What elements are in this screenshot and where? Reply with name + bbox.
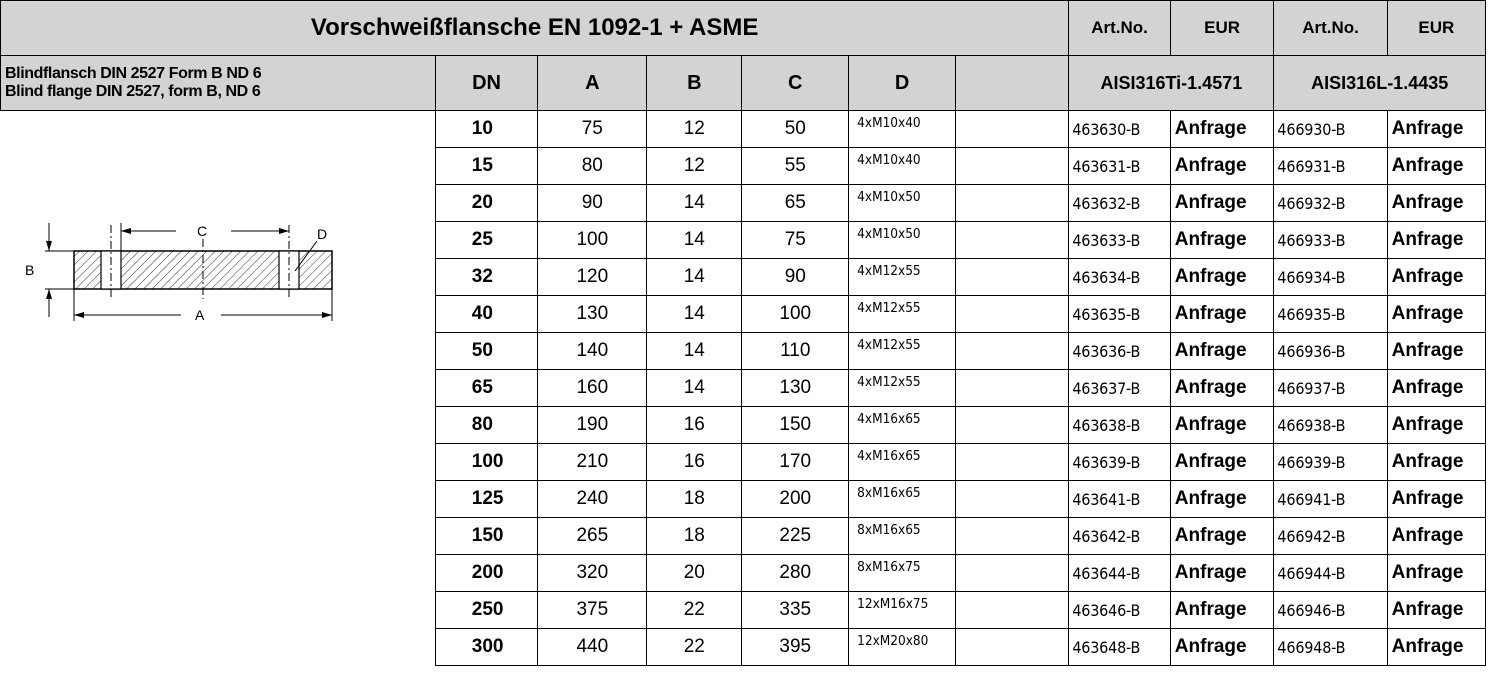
- cell-c: 55: [742, 148, 849, 185]
- cell-artno-316l: 466934-B: [1274, 259, 1387, 296]
- table-row: [1, 111, 1486, 148]
- material-316l: AISI316L-1.4435: [1274, 56, 1486, 111]
- cell-d: 4xM10x50: [849, 222, 956, 259]
- cell-blank: [956, 333, 1069, 370]
- flange-drawing-cell: [1, 111, 436, 666]
- cell-price-316l: Anfrage: [1387, 481, 1485, 518]
- col-a: A: [538, 56, 647, 111]
- cell-d: 4xM10x50: [849, 185, 956, 222]
- cell-price-316l: Anfrage: [1387, 111, 1485, 148]
- cell-d: 4xM10x40: [849, 148, 956, 185]
- cell-dn: 32: [435, 259, 538, 296]
- cell-c: 50: [742, 111, 849, 148]
- cell-d: 4xM12x55: [849, 296, 956, 333]
- cell-price-316ti: Anfrage: [1170, 148, 1274, 185]
- cell-a: 130: [538, 296, 647, 333]
- cell-artno-316l: 466937-B: [1274, 370, 1387, 407]
- cell-blank: [956, 185, 1069, 222]
- cell-price-316l: Anfrage: [1387, 148, 1485, 185]
- cell-dn: 150: [435, 518, 538, 555]
- cell-price-316l: Anfrage: [1387, 259, 1485, 296]
- cell-a: 320: [538, 555, 647, 592]
- cell-c: 75: [742, 222, 849, 259]
- description-en: Blind flange DIN 2527, form B, ND 6: [5, 83, 261, 100]
- cell-a: 160: [538, 370, 647, 407]
- cell-artno-316ti: 463633-B: [1069, 222, 1170, 259]
- cell-price-316l: Anfrage: [1387, 333, 1485, 370]
- cell-artno-316ti: 463632-B: [1069, 185, 1170, 222]
- cell-price-316l: Anfrage: [1387, 518, 1485, 555]
- cell-blank: [956, 629, 1069, 666]
- cell-a: 440: [538, 629, 647, 666]
- cell-artno-316ti: 463648-B: [1069, 629, 1170, 666]
- cell-blank: [956, 407, 1069, 444]
- cell-price-316l: Anfrage: [1387, 296, 1485, 333]
- cell-a: 190: [538, 407, 647, 444]
- cell-c: 110: [742, 333, 849, 370]
- cell-a: 240: [538, 481, 647, 518]
- cell-artno-316l: 466944-B: [1274, 555, 1387, 592]
- cell-dn: 200: [435, 555, 538, 592]
- cell-blank: [956, 481, 1069, 518]
- cell-blank: [956, 296, 1069, 333]
- cell-artno-316ti: 463646-B: [1069, 592, 1170, 629]
- cell-price-316ti: Anfrage: [1170, 185, 1274, 222]
- header-artno-1: Art.No.: [1069, 1, 1170, 56]
- cell-b: 16: [647, 407, 742, 444]
- cell-dn: 25: [435, 222, 538, 259]
- cell-artno-316l: 466931-B: [1274, 148, 1387, 185]
- cell-price-316ti: Anfrage: [1170, 592, 1274, 629]
- cell-artno-316ti: 463642-B: [1069, 518, 1170, 555]
- cell-a: 375: [538, 592, 647, 629]
- col-b: B: [647, 56, 742, 111]
- cell-price-316ti: Anfrage: [1170, 518, 1274, 555]
- drawing-label-a: A: [194, 307, 204, 323]
- cell-artno-316ti: 463636-B: [1069, 333, 1170, 370]
- cell-b: 22: [647, 592, 742, 629]
- cell-blank: [956, 111, 1069, 148]
- cell-blank: [956, 222, 1069, 259]
- cell-b: 16: [647, 444, 742, 481]
- cell-artno-316l: 466938-B: [1274, 407, 1387, 444]
- cell-b: 14: [647, 296, 742, 333]
- cell-c: 335: [742, 592, 849, 629]
- cell-a: 80: [538, 148, 647, 185]
- table-title: Vorschweißflansche EN 1092-1 + ASME: [1, 1, 1069, 56]
- col-blank: [956, 56, 1069, 111]
- cell-artno-316ti: 463639-B: [1069, 444, 1170, 481]
- cell-dn: 65: [435, 370, 538, 407]
- cell-d: 12xM20x80: [849, 629, 956, 666]
- drawing-label-c: C: [196, 223, 207, 239]
- cell-price-316ti: Anfrage: [1170, 481, 1274, 518]
- cell-artno-316ti: 463641-B: [1069, 481, 1170, 518]
- cell-blank: [956, 370, 1069, 407]
- cell-c: 280: [742, 555, 849, 592]
- cell-d: 4xM12x55: [849, 370, 956, 407]
- column-header-row: [1, 56, 1486, 111]
- cell-artno-316l: 466932-B: [1274, 185, 1387, 222]
- cell-d: 4xM16x65: [849, 444, 956, 481]
- cell-artno-316l: 466935-B: [1274, 296, 1387, 333]
- description-de: Blindflansch DIN 2527 Form B ND 6: [5, 65, 262, 82]
- cell-price-316l: Anfrage: [1387, 444, 1485, 481]
- cell-price-316ti: Anfrage: [1170, 222, 1274, 259]
- cell-b: 14: [647, 333, 742, 370]
- cell-d: 4xM10x40: [849, 111, 956, 148]
- cell-artno-316l: 466939-B: [1274, 444, 1387, 481]
- cell-a: 120: [538, 259, 647, 296]
- cell-price-316ti: Anfrage: [1170, 629, 1274, 666]
- cell-b: 12: [647, 111, 742, 148]
- cell-dn: 50: [435, 333, 538, 370]
- cell-price-316l: Anfrage: [1387, 370, 1485, 407]
- cell-c: 150: [742, 407, 849, 444]
- cell-c: 90: [742, 259, 849, 296]
- cell-c: 100: [742, 296, 849, 333]
- cell-b: 22: [647, 629, 742, 666]
- cell-price-316ti: Anfrage: [1170, 444, 1274, 481]
- header-artno-2: Art.No.: [1274, 1, 1387, 56]
- cell-dn: 100: [435, 444, 538, 481]
- cell-b: 14: [647, 185, 742, 222]
- cell-blank: [956, 148, 1069, 185]
- cell-a: 210: [538, 444, 647, 481]
- cell-b: 14: [647, 259, 742, 296]
- cell-artno-316l: 466946-B: [1274, 592, 1387, 629]
- cell-b: 20: [647, 555, 742, 592]
- cell-d: 12xM16x75: [849, 592, 956, 629]
- cell-c: 130: [742, 370, 849, 407]
- cell-c: 395: [742, 629, 849, 666]
- cell-b: 14: [647, 370, 742, 407]
- cell-price-316ti: Anfrage: [1170, 407, 1274, 444]
- cell-price-316l: Anfrage: [1387, 555, 1485, 592]
- cell-d: 8xM16x65: [849, 518, 956, 555]
- drawing-label-d: D: [316, 226, 327, 242]
- cell-artno-316ti: 463634-B: [1069, 259, 1170, 296]
- cell-c: 170: [742, 444, 849, 481]
- cell-d: 8xM16x65: [849, 481, 956, 518]
- cell-dn: 40: [435, 296, 538, 333]
- cell-price-316l: Anfrage: [1387, 629, 1485, 666]
- cell-price-316l: Anfrage: [1387, 592, 1485, 629]
- cell-d: 8xM16x75: [849, 555, 956, 592]
- cell-dn: 10: [435, 111, 538, 148]
- cell-price-316ti: Anfrage: [1170, 296, 1274, 333]
- blind-flange-drawing-icon: [21, 199, 341, 329]
- cell-price-316ti: Anfrage: [1170, 333, 1274, 370]
- cell-c: 200: [742, 481, 849, 518]
- cell-artno-316l: 466936-B: [1274, 333, 1387, 370]
- cell-artno-316ti: 463631-B: [1069, 148, 1170, 185]
- material-316ti: AISI316Ti-1.4571: [1069, 56, 1274, 111]
- cell-dn: 125: [435, 481, 538, 518]
- cell-price-316ti: Anfrage: [1170, 370, 1274, 407]
- cell-a: 140: [538, 333, 647, 370]
- col-d: D: [849, 56, 956, 111]
- cell-blank: [956, 518, 1069, 555]
- cell-b: 18: [647, 518, 742, 555]
- cell-a: 90: [538, 185, 647, 222]
- cell-blank: [956, 444, 1069, 481]
- cell-artno-316ti: 463644-B: [1069, 555, 1170, 592]
- cell-dn: 80: [435, 407, 538, 444]
- header-eur-1: EUR: [1170, 1, 1274, 56]
- header-eur-2: EUR: [1387, 1, 1485, 56]
- title-row: [1, 1, 1486, 56]
- cell-a: 265: [538, 518, 647, 555]
- cell-artno-316l: 466933-B: [1274, 222, 1387, 259]
- cell-dn: 300: [435, 629, 538, 666]
- cell-dn: 15: [435, 148, 538, 185]
- cell-price-316ti: Anfrage: [1170, 259, 1274, 296]
- cell-c: 65: [742, 185, 849, 222]
- cell-d: 4xM12x55: [849, 259, 956, 296]
- cell-dn: 20: [435, 185, 538, 222]
- cell-c: 225: [742, 518, 849, 555]
- cell-artno-316l: 466948-B: [1274, 629, 1387, 666]
- cell-artno-316l: 466941-B: [1274, 481, 1387, 518]
- cell-price-316ti: Anfrage: [1170, 111, 1274, 148]
- cell-price-316l: Anfrage: [1387, 222, 1485, 259]
- cell-blank: [956, 555, 1069, 592]
- cell-dn: 250: [435, 592, 538, 629]
- cell-artno-316l: 466942-B: [1274, 518, 1387, 555]
- product-description: [1, 56, 436, 111]
- cell-b: 12: [647, 148, 742, 185]
- col-c: C: [742, 56, 849, 111]
- col-dn: DN: [435, 56, 538, 111]
- drawing-label-b: B: [24, 262, 34, 278]
- cell-artno-316l: 466930-B: [1274, 111, 1387, 148]
- cell-price-316l: Anfrage: [1387, 407, 1485, 444]
- cell-artno-316ti: 463635-B: [1069, 296, 1170, 333]
- cell-d: 4xM16x65: [849, 407, 956, 444]
- cell-price-316ti: Anfrage: [1170, 555, 1274, 592]
- cell-a: 75: [538, 111, 647, 148]
- cell-d: 4xM12x55: [849, 333, 956, 370]
- cell-blank: [956, 592, 1069, 629]
- cell-artno-316ti: 463637-B: [1069, 370, 1170, 407]
- cell-a: 100: [538, 222, 647, 259]
- cell-artno-316ti: 463638-B: [1069, 407, 1170, 444]
- cell-b: 18: [647, 481, 742, 518]
- cell-b: 14: [647, 222, 742, 259]
- cell-blank: [956, 259, 1069, 296]
- cell-price-316l: Anfrage: [1387, 185, 1485, 222]
- cell-artno-316ti: 463630-B: [1069, 111, 1170, 148]
